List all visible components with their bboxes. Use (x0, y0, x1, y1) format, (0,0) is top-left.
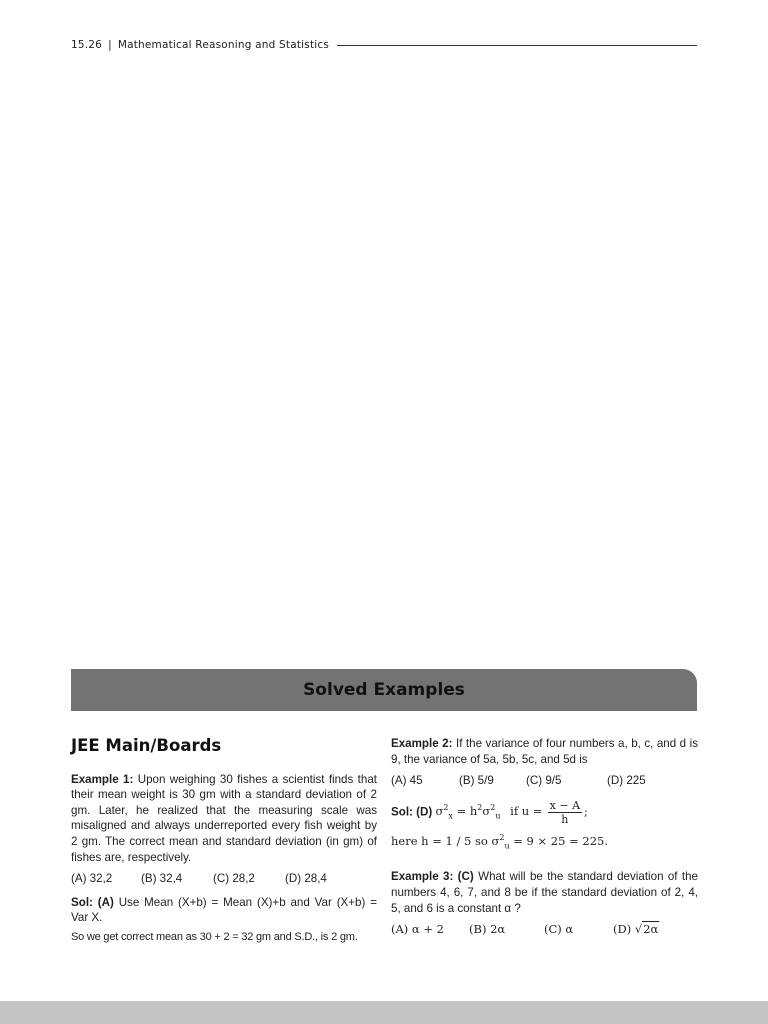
example-1-label: Example 1: (71, 772, 134, 786)
left-column (71, 736, 377, 946)
option-c: (C) 9/5 (526, 774, 562, 788)
option-d: (D) √2α (613, 922, 659, 937)
option-b: (B) 32,4 (141, 872, 183, 886)
example-3-label: Example 3: (C) (391, 870, 474, 884)
option-b: (B) 5/9 (459, 774, 494, 788)
option-b: (B) 2α (469, 922, 506, 937)
fraction: $\frac{x - A}{h}$ (549, 798, 581, 826)
section-title: JEE Main/Boards (71, 736, 222, 755)
solution-label: Sol: (D) (391, 805, 433, 819)
option-d: (D) 28,4 (285, 872, 327, 886)
example-2-text: If the variance of four numbers a, b, c, and d is 9, the variance of 5a, 5b, 5c, and 5d is (391, 737, 698, 766)
header-rule (337, 45, 697, 46)
solved-examples-banner (71, 669, 697, 711)
example-2-solution-line2: here h = 1 / 5 so $\sigma^2_u = 9 \times 25 = 225$. (391, 832, 608, 851)
chapter-title: Mathematical Reasoning and Statistics (117, 39, 330, 51)
banner-title: Solved Examples (303, 680, 465, 700)
example-2-options (391, 773, 698, 789)
solution-conclusion: So we get correct mean as 30 + 2 = 32 gm and S.D., is 2 gm. (71, 930, 358, 943)
option-c: (C) α (544, 922, 574, 937)
solution-text: Use Mean (X+b) = Mean (X)+b and Var (X+b) = Var X. (71, 895, 377, 925)
example-2 (391, 736, 698, 767)
substitution: if u = (510, 804, 543, 819)
example-3-options (391, 922, 698, 938)
example-2-label: Example 2: (391, 737, 453, 750)
example-3-text: What will be the standard deviation of the numbers 4, 6, 7, and 8 be if the standard deviation of 2, 4, 5, and 6 is a constant α ? (391, 870, 698, 915)
header-separator: | (108, 39, 112, 51)
example-1 (71, 772, 377, 866)
example-1-text: Upon weighing 30 fishes a scientist finds that their mean weight is 30 gm with a standard deviation of 2 gm. Later, he realized that the measuring scale was misaligned and always underreported every fish weight by 2 gm. The correct mean and standard deviation (in gm) of fishes are, respectively. (71, 772, 377, 864)
page-number: 15.26 (71, 39, 103, 51)
option-c: (C) 28,2 (213, 872, 255, 886)
variance-equation: $\sigma^2_x = h^2\sigma^2_u$ (435, 803, 501, 821)
footer-bar (0, 1001, 768, 1024)
option-d: (D) 225 (607, 774, 646, 788)
option-a: (A) α + 2 (391, 922, 444, 937)
right-column (391, 736, 698, 946)
radicand: 2α (643, 922, 659, 937)
option-a: (A) 45 (391, 774, 423, 788)
solution-label: Sol: (A) (71, 895, 114, 909)
example-1-options (71, 871, 377, 887)
example-2-solution: Sol: (D) $\sigma^2_x = h^2\sigma^2_u$ if u = $\frac{x - A}{h}$ ; (391, 798, 588, 826)
option-a: (A) 32,2 (71, 872, 113, 886)
example-1-solution (71, 895, 377, 926)
example-3 (391, 869, 698, 916)
running-header (71, 38, 697, 52)
